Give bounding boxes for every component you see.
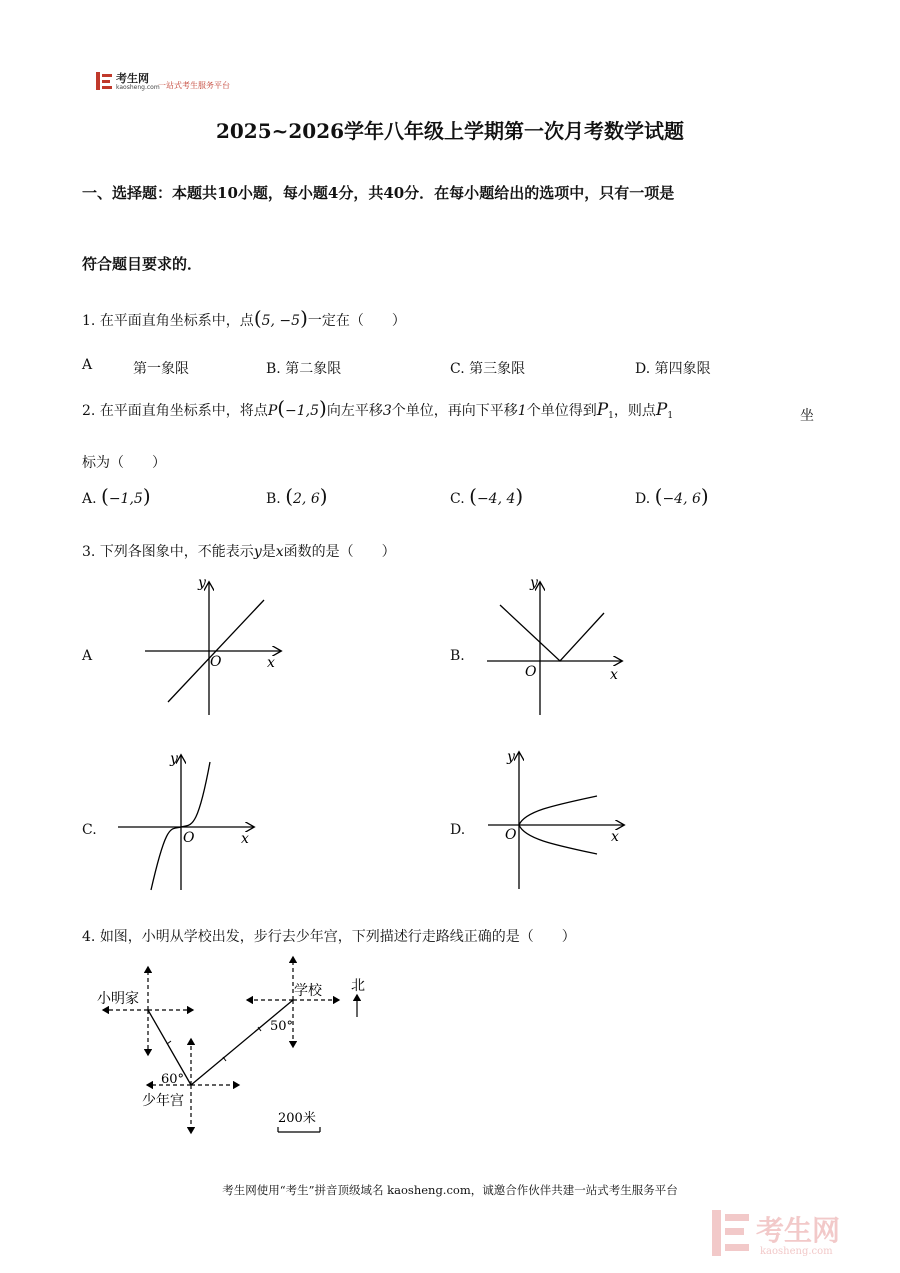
svg-text:北: 北 [351,978,365,994]
svg-text:学校: 学校 [294,983,322,999]
q3-option-a[interactable]: A [82,648,93,664]
q1-option-a-text: 第一象限 [133,361,189,377]
svg-text:O: O [210,654,222,670]
point-coordinates: (5, −5) [253,306,308,330]
svg-text:O: O [183,830,195,846]
graph-a [140,575,290,720]
logo-domain: kaosheng.com [116,84,160,91]
q2-option-a[interactable]: A. (−1,5) [82,484,151,508]
watermark-logo-icon [712,1206,872,1258]
question-3: 3. 下列各图象中，不能表示y是x函数的是（ ） [82,544,396,560]
q3-option-d[interactable]: D. [450,822,466,838]
page-title: 2025~2026学年八年级上学期第一次月考数学试题 [215,119,685,143]
graph-b-line [500,605,604,661]
graph-d [485,747,630,892]
svg-text:x: x [267,655,275,671]
point-p: P(−1,5) [267,396,327,420]
svg-text:x: x [610,667,618,683]
svg-text:x: x [241,831,249,847]
question-text-pre: 在平面直角坐标系中，点 [99,313,254,329]
point-p1-b: $P_1$ [655,400,674,421]
svg-text:y: y [530,575,538,591]
svg-text:200米: 200米 [278,1111,316,1126]
svg-text:考生网: 考生网 [756,1214,841,1247]
svg-text:50°: 50° [270,1019,294,1034]
q2-option-d[interactable]: D. (−4, 6) [635,484,709,508]
svg-text:O: O [505,827,517,843]
q3-option-c[interactable]: C. [82,822,97,838]
q1-option-c[interactable]: C. 第三象限 [450,361,526,377]
question-1 [82,306,406,330]
q1-option-b[interactable]: B. 第二象限 [266,361,342,377]
logo-icon [96,72,112,90]
question-4: 4. 如图，小明从学校出发，步行去少年宫，下列描述行走路线正确的是（ ） [82,929,576,945]
logo-slogan: 一站式考生服务平台 [158,81,230,90]
svg-text:小明家: 小明家 [97,991,139,1007]
logo-name: 考生网 [116,72,149,85]
question-number: 1. [82,313,96,329]
point-p1: $P_1$ [596,400,614,421]
graph-c [115,750,260,895]
svg-text:x: x [611,829,619,845]
svg-text:y: y [507,749,515,765]
svg-text:少年宫: 少年宫 [142,1093,184,1109]
q1-option-d[interactable]: D. 第四象限 [635,361,711,377]
route-palace-school [191,1000,293,1085]
q1-option-a[interactable]: A [82,357,93,373]
question-2: 2. 在平面直角坐标系中，将点P(−1,5)向左平移3个单位，再向下平移1个单位得到$P_1$，则点$P_1$ [82,396,674,421]
svg-text:O: O [525,664,537,680]
q3-option-b[interactable]: B. [450,648,465,664]
watermark [712,1206,872,1262]
q2-option-c[interactable]: C. (−4, 4) [450,484,524,508]
route-map [95,955,395,1140]
q2-option-b[interactable]: B. (2, 6) [266,484,328,508]
section-heading-line2: 符合题目要求的． [82,255,203,273]
svg-text:kaosheng.com: kaosheng.com [760,1246,833,1257]
svg-text:y: y [198,575,206,591]
q2-line2: 标为（ ） [82,455,166,471]
graph-b [483,575,628,720]
footer-text: 考生网使用“考生”拼音顶级域名 kaosheng.com，诚邀合作伙伴共建一站式考生服务平台 [222,1183,678,1197]
svg-text:60°: 60° [161,1072,185,1087]
svg-text:y: y [170,751,178,767]
question-text-post: 一定在（ ） [307,313,406,329]
q2-tail: 坐 [800,408,814,424]
section-heading-line1: 一、选择题：本题共10小题，每小题4分，共40分．在每小题给出的选项中，只有一项是 [82,184,675,202]
